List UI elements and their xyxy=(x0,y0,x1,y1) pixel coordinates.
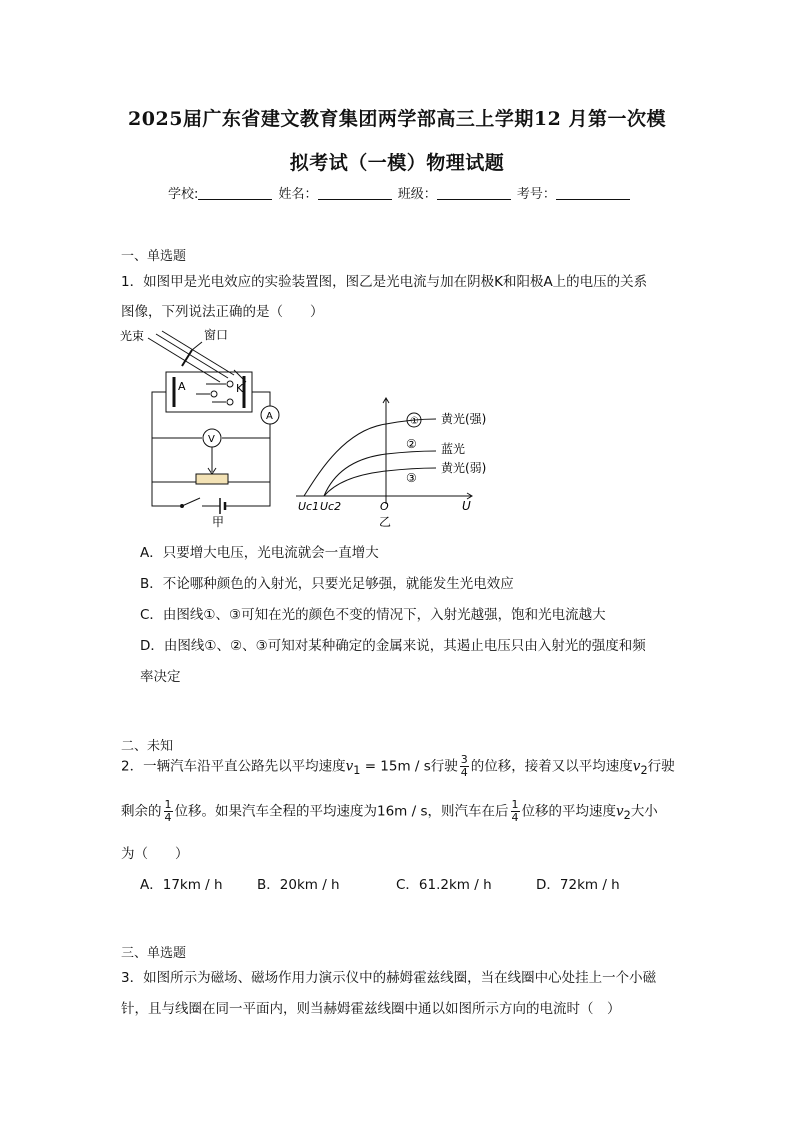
question-1-line-2: 图像，下列说法正确的是（ ） xyxy=(121,304,324,320)
q1-option-a[interactable]: A．只要增大电压，光电流就会一直增大 xyxy=(140,545,379,561)
q2-v2-sub: 2 xyxy=(640,764,648,778)
class-label: 班级： xyxy=(397,187,437,202)
voltmeter-label: V xyxy=(208,434,215,445)
student-info-row xyxy=(168,183,632,202)
q2-option-b[interactable]: B．20km / h xyxy=(257,877,340,893)
section-heading-3: 三、单选题 xyxy=(121,946,187,961)
exam-no-label: 考号： xyxy=(516,187,556,202)
q2-fraction: $\frac{1}{4}$ xyxy=(164,798,172,824)
question-1-figures xyxy=(118,322,508,534)
electron-icon xyxy=(227,381,233,387)
q2-v1: v xyxy=(345,758,354,775)
section-heading-2: 二、未知 xyxy=(121,739,174,754)
exam-title-line1: 2025届广东省建文教育集团两学部高三上学期12 月第一次模 xyxy=(128,108,666,130)
circuit-diagram xyxy=(148,331,279,514)
q2-text: 行驶 xyxy=(647,758,675,775)
question-3-line-2: 针，且与线圈在同一平面内，则当赫姆霍兹线圈中通以如图所示方向的电流时（ ） xyxy=(121,1001,621,1017)
section-heading-1: 一、单选题 xyxy=(121,249,187,264)
curve-2-label: 蓝光 xyxy=(441,442,466,456)
q1-option-d-line2: 率决定 xyxy=(140,669,181,685)
q1-option-b[interactable]: B．不论哪种颜色的入射光，只要光足够强，就能发生光电效应 xyxy=(140,576,514,592)
exam-no-blank[interactable] xyxy=(556,186,630,200)
curve-3-label: 黄光(弱) xyxy=(441,461,487,475)
curve-2-blue xyxy=(324,451,436,496)
curve-1-label: 黄光(强) xyxy=(441,412,487,426)
q2-fraction: $\frac{1}{4}$ xyxy=(511,798,519,824)
wire-bottom-left xyxy=(152,482,180,506)
q2-option-c[interactable]: C．61.2km / h xyxy=(396,877,492,893)
question-2-line-3: 为（ ） xyxy=(121,846,189,862)
class-blank[interactable] xyxy=(437,186,511,200)
window-pointer xyxy=(192,342,202,350)
q2-v2: v xyxy=(616,803,624,820)
u-axis-label: U xyxy=(462,499,471,513)
uc2-label: Uc2 xyxy=(320,500,342,513)
question-2-line-2 xyxy=(121,799,658,824)
figure-b-caption: 乙 xyxy=(379,515,392,529)
q2-text: = 15m / s行驶 xyxy=(360,758,458,775)
electron-icon xyxy=(211,391,217,397)
q2-v1-sub: 1 xyxy=(353,764,361,778)
q2-v2: v xyxy=(632,758,641,775)
curve-1-num: ① xyxy=(410,416,419,427)
q2-fraction: $\frac{3}{4}$ xyxy=(460,753,468,779)
figure-a-caption: 甲 xyxy=(212,515,225,529)
wire-right-top xyxy=(252,392,270,406)
q2-text: 2．一辆汽车沿平直公路先以平均速度 xyxy=(121,758,346,775)
cathode-label: K xyxy=(236,382,244,395)
wire-left xyxy=(152,392,176,482)
curve-3-num: ③ xyxy=(406,471,417,485)
anode-label: A xyxy=(178,380,186,393)
window-label: 窗口 xyxy=(204,328,229,342)
q2-text: 的位移，接着又以平均速度 xyxy=(470,758,633,775)
q2-text: 位移的平均速度 xyxy=(521,803,616,820)
q2-text: 位移。如果汽车全程的平均速度为16m / s，则汽车在后 xyxy=(174,803,509,820)
name-blank[interactable] xyxy=(318,186,392,200)
electron-icon xyxy=(227,399,233,405)
q2-v2-sub: 2 xyxy=(623,809,631,823)
uc1-label: Uc1 xyxy=(298,500,320,513)
rheostat-icon xyxy=(196,474,228,484)
origin-label: O xyxy=(380,500,389,513)
q1-option-c[interactable]: C．由图线①、③可知在光的颜色不变的情况下，入射光越强，饱和光电流越大 xyxy=(140,607,606,623)
exam-title-line2: 拟考试（一模）物理试题 xyxy=(289,152,505,174)
q2-text: 剩余的 xyxy=(121,803,162,820)
q2-option-a[interactable]: A．17km / h xyxy=(140,877,223,893)
q2-option-d[interactable]: D．72km / h xyxy=(536,877,620,893)
school-label: 学校: xyxy=(168,187,199,202)
name-label: 姓名： xyxy=(278,187,318,202)
q2-text: 大小 xyxy=(630,803,658,820)
ammeter-label: A xyxy=(266,411,273,422)
switch-icon xyxy=(182,498,200,506)
q1-option-d-line1[interactable]: D．由图线①、②、③可知对某种确定的金属来说，其遏止电压只由入射光的强度和频 xyxy=(140,638,646,654)
school-blank[interactable] xyxy=(198,186,272,200)
beam-label: 光束 xyxy=(120,329,145,343)
wire-bottom-right xyxy=(225,482,270,506)
curve-2-num: ② xyxy=(406,437,417,451)
question-1-line-1: 1．如图甲是光电效应的实验装置图，图乙是光电流与加在阴极K和阳极A上的电压的关系 xyxy=(121,274,648,290)
question-2-line-1 xyxy=(121,754,675,779)
question-3-line-1: 3．如图所示为磁场、磁场作用力演示仪中的赫姆霍兹线圈，当在线圈中心处挂上一个小磁 xyxy=(121,970,657,986)
